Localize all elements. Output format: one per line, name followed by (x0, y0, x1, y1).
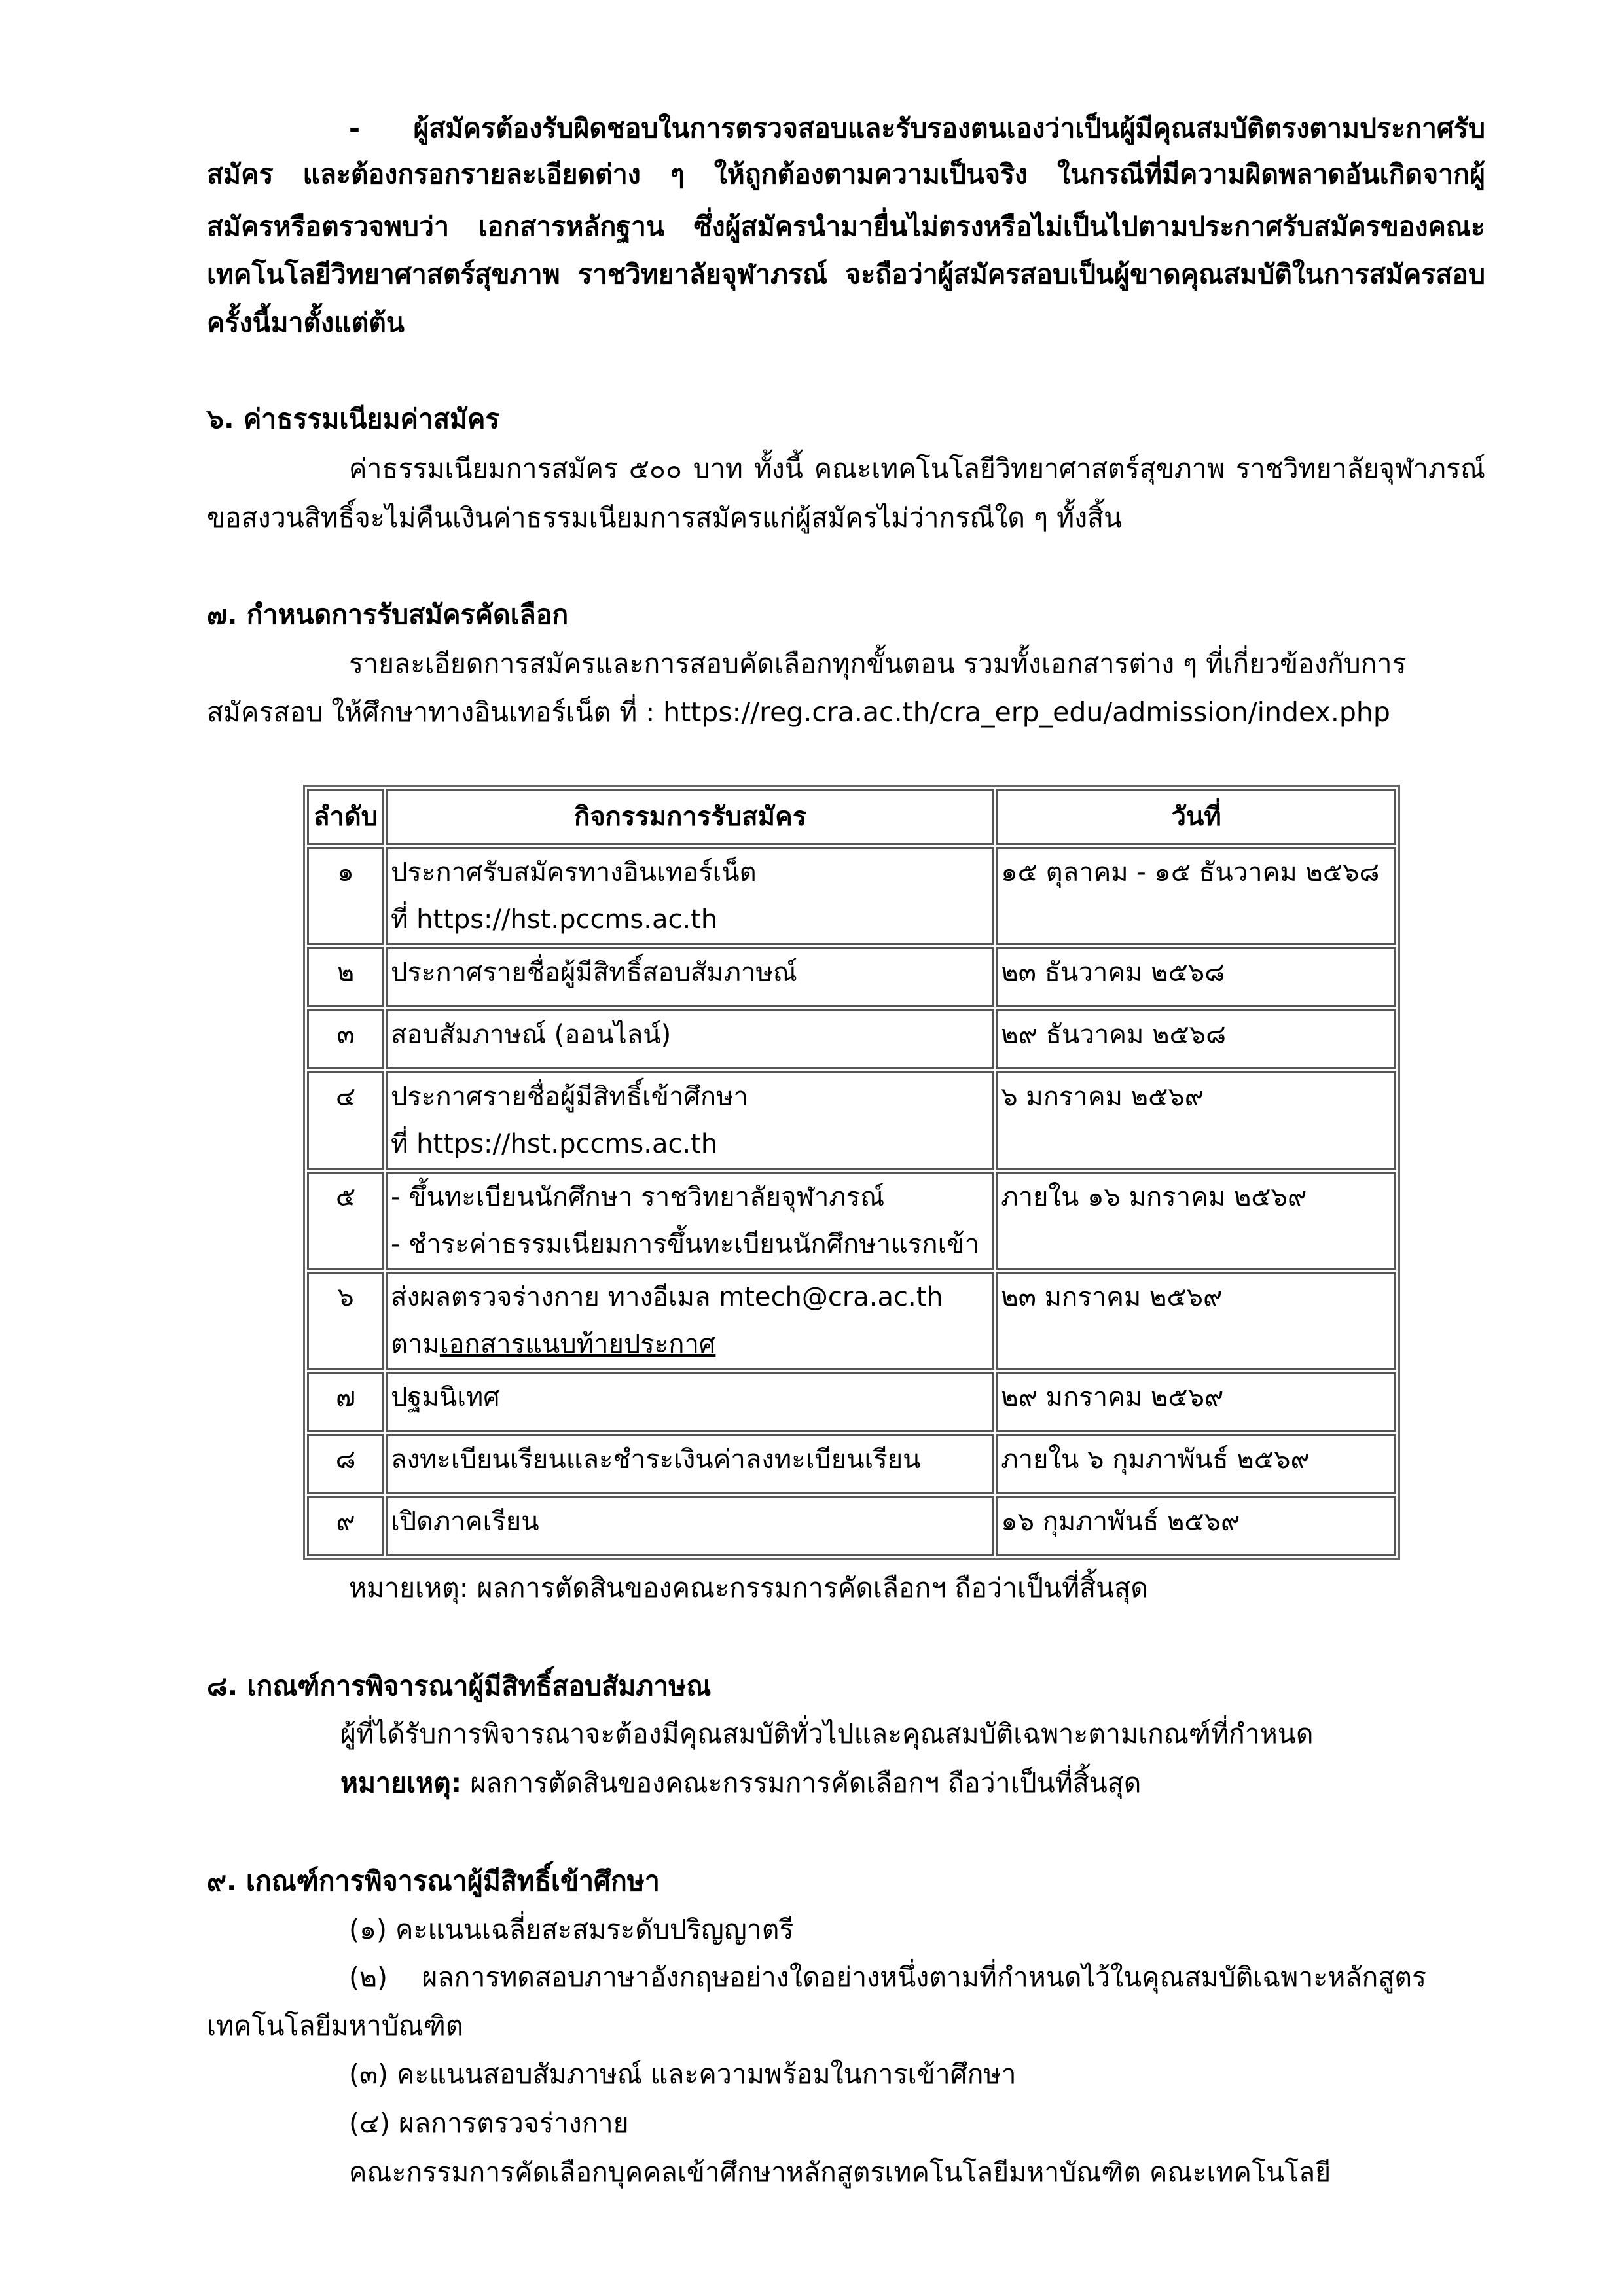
activity-prefix: ตาม (391, 1329, 440, 1359)
row-activity (386, 1272, 994, 1370)
row-date: ๑๖ กุมภาพันธ์ ๒๕๖๙ (996, 1496, 1396, 1556)
table-row (307, 1496, 1396, 1556)
section9-last-line: คณะกรรมการคัดเลือกบุคคลเข้าศึกษาหลักสูตรเทคโนโลยีมหาบัณฑิต คณะเทคโนโลยี (349, 2157, 1331, 2188)
section7-line-2: สมัครสอบ ให้ศึกษาทางอินเทอร์เน็ต ที่ : https://reg.cra.ac.th/cra_erp_edu/admission/index.php (207, 696, 1390, 728)
row-activity (386, 847, 994, 945)
table-row (307, 1009, 1396, 1069)
row-number: ๑ (307, 847, 384, 945)
section7-heading: ๗. กำหนดการรับสมัครคัดเลือก (207, 599, 569, 630)
row-date: ๑๕ ตุลาคม - ๑๕ ธันวาคม ๒๕๖๘ (996, 847, 1396, 945)
intro-line-5: ครั้งนี้มาตั้งแต่ต้น (207, 307, 405, 338)
row-activity: ลงทะเบียนเรียนและชำระเงินค่าลงทะเบียนเรียน (386, 1434, 994, 1494)
activity-line: - ขึ้นทะเบียนนักศึกษา ราชวิทยาลัยจุฬาภรณ์ (391, 1182, 885, 1212)
intro-line-1: - ผู้สมัครต้องรับผิดชอบในการตรวจสอบและรับรองตนเองว่าเป็นผู้มีคุณสมบัติตรงตามประกาศรับ (349, 113, 1485, 144)
section9-item-1: (๑) คะแนนเฉลี่ยสะสมระดับปริญญาตรี (349, 1914, 794, 1945)
col-header-no: ลำดับ (307, 789, 384, 845)
row-activity (386, 1071, 994, 1170)
schedule-note: หมายเหตุ: ผลการตัดสินของคณะกรรมการคัดเลือกฯ ถือว่าเป็นที่สิ้นสุด (349, 1572, 1148, 1604)
row-activity: สอบสัมภาษณ์ (ออนไลน์) (386, 1009, 994, 1069)
row-date: ภายใน ๑๖ มกราคม ๒๕๖๙ (996, 1172, 1396, 1270)
row-date: ๒๙ มกราคม ๒๕๖๙ (996, 1372, 1396, 1432)
row-number: ๙ (307, 1496, 384, 1556)
row-number: ๒ (307, 947, 384, 1007)
table-header-row (307, 789, 1396, 845)
row-number: ๗ (307, 1372, 384, 1432)
table-row (307, 1372, 1396, 1432)
section9-item-4: (๔) ผลการตรวจร่างกาย (349, 2108, 629, 2139)
row-number: ๘ (307, 1434, 384, 1494)
section6-line-1: ค่าธรรมเนียมการสมัคร ๕๐๐ บาท ทั้งนี้ คณะเทคโนโลยีวิทยาศาสตร์สุขภาพ ราชวิทยาลัยจุฬาภรณ์ (349, 453, 1485, 484)
note-text: ผลการตัดสินของคณะกรรมการคัดเลือกฯ ถือว่าเป็นที่สิ้นสุด (461, 1767, 1142, 1799)
col-header-activity: กิจกรรมการรับสมัคร (386, 789, 994, 845)
table-row (307, 1172, 1396, 1270)
section6-line-2: ขอสงวนสิทธิ์จะไม่คืนเงินค่าธรรมเนียมการสมัครแก่ผู้สมัครไม่ว่ากรณีใด ๆ ทั้งสิ้น (207, 502, 1123, 533)
section6-heading: ๖. ค่าธรรมเนียมค่าสมัคร (207, 403, 500, 435)
row-activity: ปฐมนิเทศ (386, 1372, 994, 1432)
activity-line: ส่งผลตรวจร่างกาย ทางอีเมล mtech@cra.ac.th (391, 1282, 943, 1312)
section8-heading: ๘. เกณฑ์การพิจารณาผู้มีสิทธิ์สอบสัมภาษณ (207, 1670, 712, 1702)
activity-line: ประกาศรายชื่อผู้มีสิทธิ์เข้าศึกษา (391, 1082, 748, 1112)
row-date: ๒๙ ธันวาคม ๒๕๖๘ (996, 1009, 1396, 1069)
row-activity (386, 1172, 994, 1270)
row-date: ๒๓ ธันวาคม ๒๕๖๘ (996, 947, 1396, 1007)
section8-line-1: ผู้ที่ได้รับการพิจารณาจะต้องมีคุณสมบัติทั่วไปและคุณสมบัติเฉพาะตามเกณฑ์ที่กำหนด (340, 1718, 1314, 1749)
intro-line-4: เทคโนโลยีวิทยาศาสตร์สุขภาพ ราชวิทยาลัยจุฬาภรณ์ จะถือว่าผู้สมัครสอบเป็นผู้ขาดคุณสมบัติในการสมัครสอบ (207, 259, 1485, 290)
section9-item-2-line-2: เทคโนโลยีมหาบัณฑิต (207, 2010, 463, 2041)
row-number: ๔ (307, 1071, 384, 1170)
section9-item-2-line-1: (๒) ผลการทดสอบภาษาอังกฤษอย่างใดอย่างหนึ่งตามที่กำหนดไว้ในคุณสมบัติเฉพาะหลักสูตร (349, 1962, 1426, 1993)
row-date: ๒๓ มกราคม ๒๕๖๙ (996, 1272, 1396, 1370)
attachment-link[interactable]: เอกสารแนบท้ายประกาศ (439, 1329, 716, 1359)
schedule-table (303, 785, 1400, 1560)
table-row (307, 947, 1396, 1007)
section8-note (340, 1759, 1141, 1806)
intro-line-3: สมัครหรือตรวจพบว่า เอกสารหลักฐาน ซึ่งผู้สมัครนำมายื่นไม่ตรงหรือไม่เป็นไปตามประกาศรับสมัครของคณะ (207, 211, 1485, 242)
table-row (307, 1272, 1396, 1370)
row-number: ๕ (307, 1172, 384, 1270)
section9-item-3: (๓) คะแนนสอบสัมภาษณ์ และความพร้อมในการเข้าศึกษา (349, 2058, 1017, 2090)
row-date: ภายใน ๖ กุมภาพันธ์ ๒๕๖๙ (996, 1434, 1396, 1494)
activity-line: ที่ https://hst.pccms.ac.th (391, 905, 718, 935)
note-label: หมายเหตุ: (340, 1767, 462, 1799)
row-activity: เปิดภาคเรียน (386, 1496, 994, 1556)
section9-heading: ๙. เกณฑ์การพิจารณาผู้มีสิทธิ์เข้าศึกษา (207, 1865, 660, 1897)
row-number: ๓ (307, 1009, 384, 1069)
activity-line: - ชำระค่าธรรมเนียมการขึ้นทะเบียนนักศึกษาแรกเข้า (391, 1229, 980, 1259)
table-row (307, 847, 1396, 945)
activity-line (391, 1321, 990, 1368)
table-row (307, 1434, 1396, 1494)
row-date: ๖ มกราคม ๒๕๖๙ (996, 1071, 1396, 1170)
col-header-date: วันที่ (996, 789, 1396, 845)
row-number: ๖ (307, 1272, 384, 1370)
table-row (307, 1071, 1396, 1170)
row-activity: ประกาศรายชื่อผู้มีสิทธิ์สอบสัมภาษณ์ (386, 947, 994, 1007)
section7-line-1: รายละเอียดการสมัครและการสอบคัดเลือกทุกขั้นตอน รวมทั้งเอกสารต่าง ๆ ที่เกี่ยวข้องกับการ (349, 648, 1407, 679)
intro-line-2: สมัคร และต้องกรอกรายละเอียดต่าง ๆ ให้ถูกต้องตามความเป็นจริง ในกรณีที่มีความผิดพลาดอันเกิดจากผู้ (207, 158, 1485, 190)
activity-line: ที่ https://hst.pccms.ac.th (391, 1129, 718, 1159)
activity-line: ประกาศรับสมัครทางอินเทอร์เน็ต (391, 857, 757, 888)
